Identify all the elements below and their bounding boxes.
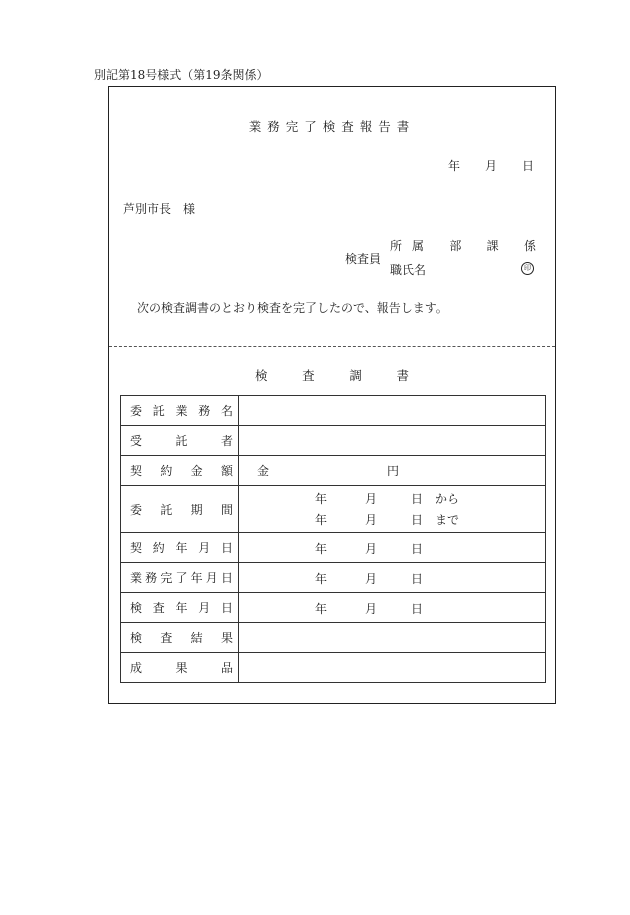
amount-prefix: 金 xyxy=(257,464,270,478)
report-statement: 次の検査調書のとおり検査を完了したので、報告します。 xyxy=(137,301,448,315)
inspection-record-table xyxy=(120,395,546,683)
table-row xyxy=(121,456,546,486)
dashed-divider xyxy=(109,346,555,347)
period-from-label: から xyxy=(435,492,460,506)
row-label-contract-period: 委 託 期 間 xyxy=(121,486,239,533)
table-row xyxy=(121,623,546,653)
value-cell-inspection-result[interactable] xyxy=(239,623,546,653)
amount-unit: 円 xyxy=(387,464,400,478)
table-row xyxy=(121,593,546,623)
inspector-label: 検査員 xyxy=(345,252,382,266)
table-row xyxy=(121,653,546,683)
form-number-label: 別記第18号様式（第19条関係） xyxy=(94,68,269,82)
value-cell-contract-period[interactable] xyxy=(239,486,546,533)
row-label-contract-date: 契 約 年 月 日 xyxy=(121,533,239,563)
row-label-inspection-result: 検 査 結 果 xyxy=(121,623,239,653)
value-cell-deliverables[interactable] xyxy=(239,653,546,683)
seal-mark: 印 xyxy=(521,262,534,275)
name-label: 職氏名 xyxy=(390,263,427,277)
addressee: 芦別市長 様 xyxy=(123,202,196,216)
period-end-line: 年 月 日 まで xyxy=(315,513,460,527)
value-cell-contract-work[interactable] xyxy=(239,396,546,426)
year-label: 年 xyxy=(448,159,461,173)
day-label: 日 xyxy=(521,159,534,173)
table-row xyxy=(121,396,546,426)
row-label-inspection-date: 検 査 年 月 日 xyxy=(121,593,239,623)
affiliation-row xyxy=(390,237,536,254)
row-label-contractor: 受 託 者 xyxy=(121,426,239,456)
report-form-frame xyxy=(108,86,556,704)
affiliation-label: 所 属 xyxy=(390,239,424,253)
report-date-fields xyxy=(448,157,534,174)
value-cell-contractor[interactable] xyxy=(239,426,546,456)
row-label-contract-work: 委 託 業 務 名 xyxy=(121,396,239,426)
table-row xyxy=(121,486,546,533)
value-cell-completion-date[interactable]: 年 月 日 xyxy=(239,563,546,593)
table-row xyxy=(121,426,546,456)
row-label-deliverables: 成 果 品 xyxy=(121,653,239,683)
value-cell-contract-amount[interactable] xyxy=(239,456,546,486)
inspection-record-title: 検 査 調 書 xyxy=(255,368,409,383)
value-cell-inspection-date[interactable]: 年 月 日 xyxy=(239,593,546,623)
value-cell-contract-date[interactable]: 年 月 日 xyxy=(239,533,546,563)
unit-label: 係 xyxy=(523,239,536,253)
table-row xyxy=(121,533,546,563)
period-to-label: まで xyxy=(435,513,460,527)
table-row xyxy=(121,563,546,593)
period-start-line: 年 月 日 から xyxy=(315,492,460,506)
row-label-completion-date: 業 務 完 了 年 月 日 xyxy=(121,563,239,593)
document-title: 業務完了検査報告書 xyxy=(248,119,416,134)
row-label-contract-amount: 契 約 金 額 xyxy=(121,456,239,486)
department-label: 部 xyxy=(449,239,462,253)
section-label: 課 xyxy=(486,239,499,253)
month-label: 月 xyxy=(484,159,497,173)
